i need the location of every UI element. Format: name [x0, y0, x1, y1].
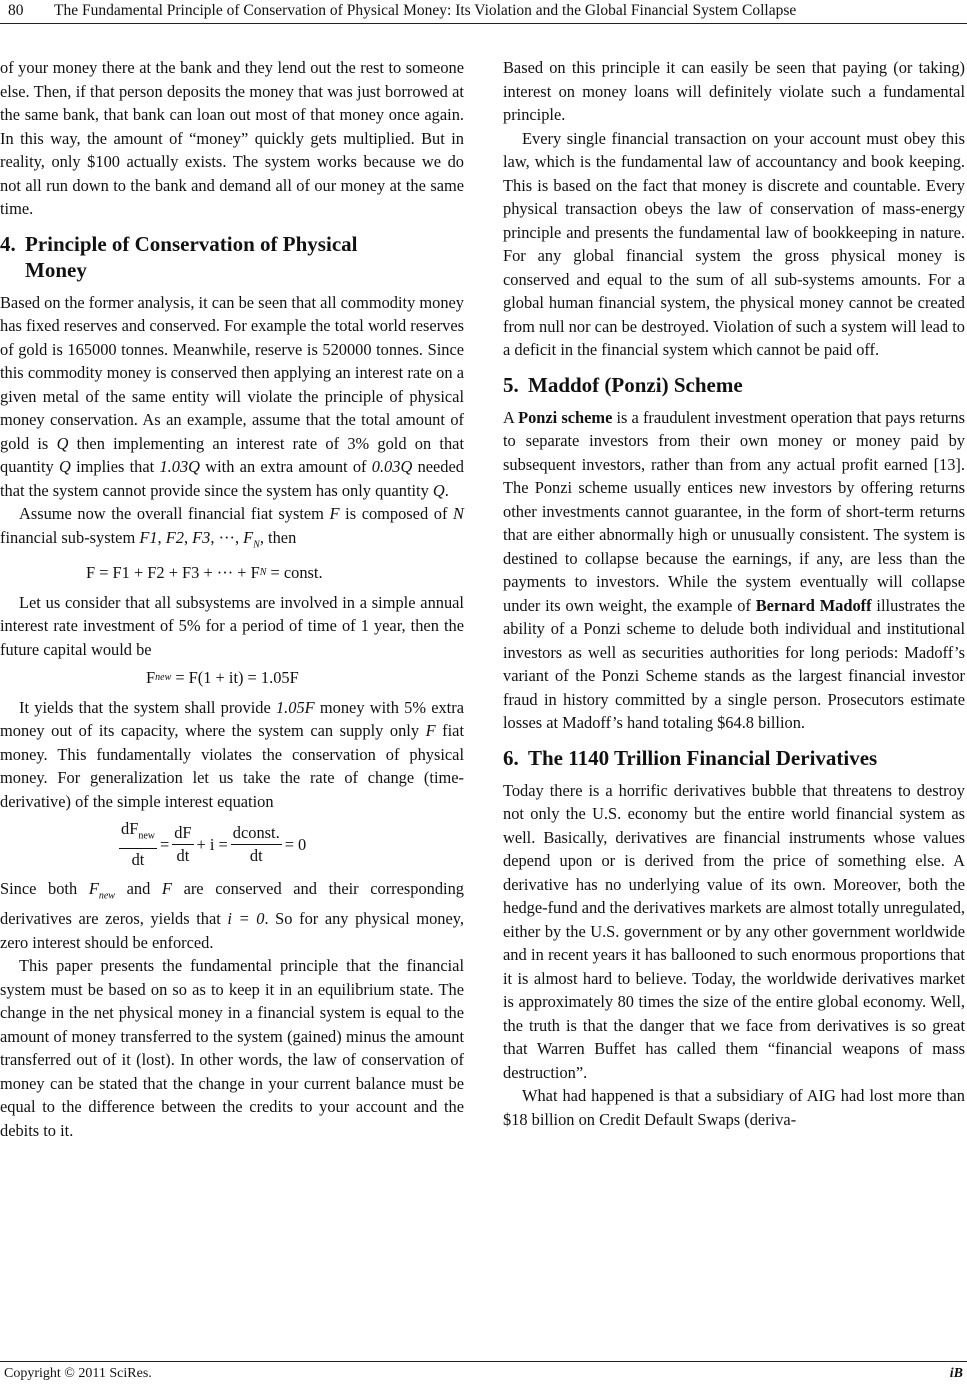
section-title: The 1140 Trillion Financial Derivatives	[528, 745, 878, 770]
paragraph-every-transaction: Every single financial transaction on your account must obey this law, which is the fundamental law of accountancy and book keeping. This is based on the fact that money is discrete and countable. Every physical transaction obeys the law of conservation of mass-energy principle and presents the fundamental law of bookkeeping in nature. For any global financial system the gross physical money is conserved and equal to the sum of all sub-systems amounts. For a global human financial system, the physical money cannot be created from null nor can be destroyed. Violation of such a system will lead to a deficit in the financial system which cannot be paid off.	[503, 128, 965, 359]
left-column	[0, 56, 464, 1142]
running-header	[8, 2, 963, 20]
equation-total: F = F1 + F2 + F3 + ··· + F N = const.	[86, 563, 323, 583]
paragraph-based-on: Based on this principle it can easily be seen that paying (or taking) interest on money loans will definitely violate such a fundamental principle.	[503, 58, 965, 124]
paragraph-this-paper: This paper presents the fundamental principle that the financial system must be based on so as to keep it in an equilibrium state. The change in the net physical money in a financial system is equal to the amount of money transferred to the system (gained) minus the amount transferred out of it (lost). In other words, the law of conservation of money can be stated that the change in your current balance must be equal to the difference between the credits to your account and the debits to it.	[0, 956, 464, 1140]
journal-abbrev: iB	[949, 1366, 963, 1381]
section-title: Principle of Conservation of Physical	[25, 231, 358, 256]
paragraph-ponzi: A Ponzi scheme is a fraudulent investment operation that pays returns to separate investors from their own money or money paid by subsequent investors, rather than from any actual profit earned [13]. The Ponzi scheme usually entices new investors by offering returns other investments cannot guarantee, in the form of short-term returns that are either abnormally high or unusually consistent. The system is destined to collapse because the earnings, if any, are less than the payments to investors. While the system eventually will collapse under its own weight, the example of Bernard Madoff illustrates the ability of a Ponzi scheme to delude both individual and institutional investors as well as securities authorities for long periods: Madoff’s variant of the Ponzi Scheme stands as the largest financial investor fraud in history committed by a single person. Prosecutors estimate losses at Madoff’s hand totaling $64.8 billion.	[503, 407, 965, 732]
equation-future-capital: F new = F(1 + it) = 1.05F	[146, 668, 299, 688]
paragraph-interest: Let us consider that all subsystems are involved in a simple annual interest rate investment of 5% for a period of time of 1 year, then the future capital would be	[0, 592, 464, 659]
section-number: 5.	[503, 372, 519, 397]
paragraph-derivatives: Today there is a horrific derivatives bubble that threatens to destroy not only the U.S. economy but the entire world financial system as well. Basically, derivatives are financial instruments whose values depend upon or is derived from the price of something else. A derivative has no underlying value of its own. Moreover, both the hedge-fund and the derivatives markets are almost totally unregulated, either by the U.S. government or by any other government worldwide and in recent years it has ballooned to such enormous proportions that it is almost hard to believe. Today, the worldwide derivatives market is approximately 80 times the size of the entire global economy. Well, the truth is that the danger that we face from derivatives is so great that Warren Buffet has called them “financial weapons of mass destruction”.	[503, 780, 965, 1082]
section-4-heading	[0, 231, 464, 283]
paragraph-fiat-system: Assume now the overall financial fiat system F is composed of N financial sub-system F1, F2, F3, ···, $F_N$, then	[0, 504, 464, 550]
page-number: 80	[8, 2, 24, 19]
section-number: 6.	[503, 745, 519, 770]
right-column	[503, 56, 965, 1131]
section-number: 4.	[0, 231, 16, 256]
header-rule	[0, 23, 967, 24]
paragraph-conservation: Based on the former analysis, it can be seen that all commodity money has fixed reserves and conserved. For example the total world reserves of gold is 165000 tonnes. Meanwhile, reserve is 520000 tonnes. Since this commodity money is conserved then applying an interest rate on a given metal of the same entity will violate the principle of physical money conservation. As an example, assume that the total amount of gold is Q then implementing an interest rate of 3% gold on that quantity Q implies that 1.03Q with an extra amount of 0.03Q needed that the system cannot provide since the system has only quantity Q.	[0, 292, 465, 500]
equation-derivative: $\frac{dF_{new}}{dt}$ = $\frac{dF}{dt}$ + i = $\frac{\text{dconst.}}{dt}$ = 0	[121, 819, 307, 869]
footer-rule	[0, 1361, 967, 1362]
running-title: The Fundamental Principle of Conservation of Physical Money: Its Violation and the Global Financial System Collapse	[54, 2, 797, 19]
section-5-heading	[503, 372, 965, 398]
section-title-cont: Money	[25, 257, 87, 282]
paragraph-since-both: Since both $F_{new}$ and F are conserved and their corresponding derivatives are zeros, yields that i = 0. So for any physical money, zero interest should be enforced.	[0, 878, 464, 952]
section-title: Maddof (Ponzi) Scheme	[528, 372, 743, 397]
copyright: Copyright © 2011 SciRes.	[4, 1366, 152, 1381]
paragraph-aig: What had happened is that a subsidiary of AIG had lost more than $18 billion on Credit Default Swaps (deriva-	[503, 1086, 965, 1129]
section-6-heading	[503, 745, 965, 771]
paragraph-continued: of your money there at the bank and they lend out the rest to someone else. Then, if that person deposits the money that was just borrowed at the same bank, that bank can loan out most of that money once again. In this way, the amount of “money” quickly gets multiplied. But in reality, only $100 actually exists. The system works because we do not all run down to the bank and demand all of our money at the same time.	[0, 58, 464, 218]
paragraph-yields: It yields that the system shall provide 1.05F money with 5% extra money out of its capacity, where the system can supply only F fiat money. This fundamentally violates the conservation of physical money. For generalization let us take the rate of change (time-derivative) of the simple interest equation	[0, 697, 464, 811]
